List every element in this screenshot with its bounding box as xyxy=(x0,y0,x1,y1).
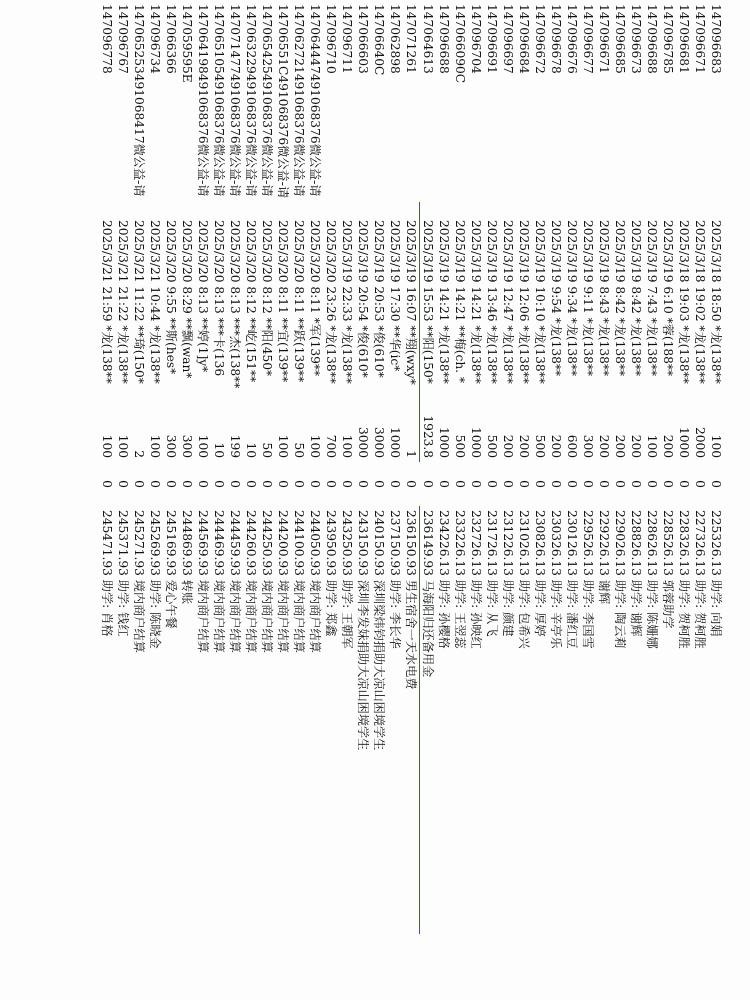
transaction-id-cell: 14706510​5491068376微公益-请 xyxy=(212,4,226,197)
ledger-row xyxy=(468,0,484,934)
balance-note-cell: 230326.13 助学: 辛亭乐 xyxy=(549,510,563,649)
ledger-row xyxy=(676,0,692,934)
datetime-payer-cell: 2025/3/19 9:11 *龙(138** xyxy=(581,220,595,377)
datetime-payer-cell: 2025/3/19 16:07 **翔(wxy* xyxy=(404,220,418,385)
amount-cell: 300 xyxy=(581,434,595,459)
ledger-row xyxy=(195,0,211,934)
ledger-row xyxy=(708,0,724,934)
amount-cell: 100 xyxy=(308,434,322,459)
datetime-payer-cell: 2025/3/19 20:53 *俊(610* xyxy=(372,220,386,378)
debit-cell: 0 xyxy=(549,480,563,488)
debit-cell: 0 xyxy=(597,480,611,488)
datetime-payer-cell: 2025/3/19 12:06 *龙(138** xyxy=(517,220,531,384)
debit-cell: 0 xyxy=(629,480,643,488)
datetime-payer-cell: 2025/3/19 6:10 *蓉(188** xyxy=(661,220,675,377)
debit-cell: 0 xyxy=(228,480,242,488)
balance-note-cell: 244569.93 境内商户结算 xyxy=(196,510,210,653)
transaction-id-cell: 14709667​3 xyxy=(629,4,643,74)
balance-note-cell: 245471.93 助学: 肖格 xyxy=(100,510,114,637)
balance-note-cell: 244100.93 境内商户结算 xyxy=(292,510,306,653)
datetime-payer-cell: 2025/3/21 21:22 *龙(138** xyxy=(116,220,130,384)
transaction-id-cell: 14709667​8 xyxy=(549,4,563,74)
transaction-id-cell: 14706444​7491068376微公益-请 xyxy=(308,4,322,197)
datetime-payer-cell: 2025/3/21 11:22 **琦(150* xyxy=(132,220,146,384)
datetime-payer-cell: 2025/3/20 8:11 *军(139** xyxy=(308,220,322,377)
donation-ledger-table xyxy=(99,0,724,934)
transaction-id-cell: 14709676​7 xyxy=(116,4,130,74)
datetime-payer-cell: 2025/3/19 12:47 *龙(138** xyxy=(501,220,515,384)
datetime-payer-cell: 2025/3/18 19:03 *龙(138** xyxy=(677,220,691,384)
ledger-row xyxy=(660,0,676,934)
amount-cell: 500 xyxy=(485,434,499,459)
debit-cell: 0 xyxy=(517,480,531,488)
ledger-row xyxy=(275,0,291,934)
datetime-payer-cell: 2025/3/19 14:21 *龙(138** xyxy=(437,220,451,384)
balance-note-cell: 230826.13 助学: 厚婷 xyxy=(533,510,547,637)
datetime-payer-cell: 2025/3/19 13:46 *龙(138** xyxy=(485,220,499,384)
transaction-id-cell: 14706609​0C xyxy=(453,4,467,84)
balance-note-cell: 245269.93 助学: 陈晓金 xyxy=(148,510,162,649)
balance-note-cell: 244459.93 境内商户结算 xyxy=(228,510,242,653)
amount-cell: 1000 xyxy=(677,426,691,459)
transaction-id-cell: 14709668​8 xyxy=(437,4,451,74)
ledger-row xyxy=(596,0,612,934)
transaction-id-cell: 14709668​5 xyxy=(613,4,627,74)
datetime-payer-cell: 2025/3/19 9:34 *龙(138** xyxy=(565,220,579,377)
balance-note-cell: 244869.93 转账 xyxy=(180,510,194,605)
rotated-ledger xyxy=(24,0,724,1000)
balance-note-cell: 243150.93 深圳李发妹捐助大凉山困境学生 xyxy=(356,510,370,751)
transaction-id-cell: 14709667​6 xyxy=(565,4,579,74)
balance-note-cell: 244200.93 境内商户结算 xyxy=(276,510,290,653)
debit-cell: 0 xyxy=(420,480,435,488)
debit-cell: 0 xyxy=(260,480,274,488)
debit-cell: 0 xyxy=(404,480,419,488)
debit-cell: 0 xyxy=(308,480,322,488)
balance-note-cell: 227326.13 助学: 贺柯胜 xyxy=(693,510,707,649)
debit-cell: 0 xyxy=(501,480,515,488)
datetime-payer-cell: 2025/3/18 18:50 *龙(138** xyxy=(709,220,723,384)
transaction-id-cell: 14706419​8491068376微公益-请 xyxy=(196,4,210,197)
ledger-row xyxy=(179,0,195,934)
datetime-payer-cell: 2025/3/18 19:02 *龙(138** xyxy=(693,220,707,384)
balance-note-cell: 236149.93 马海阳归还备用金 xyxy=(420,506,437,934)
balance-note-cell: 229226.13 谢辉 xyxy=(597,510,611,605)
ledger-row xyxy=(452,0,468,934)
debit-cell: 0 xyxy=(693,480,707,488)
balance-note-cell: 228326.13 助学: 贺柯胜 xyxy=(677,510,691,649)
transaction-id-cell: 14709668​8 xyxy=(645,4,659,74)
transaction-id-cell: 14709668​1 xyxy=(677,4,691,74)
ledger-row xyxy=(131,0,147,934)
amount-cell: 50 xyxy=(260,442,274,459)
amount-cell: 1923.8 xyxy=(420,402,437,462)
transaction-id-cell: 14707147​7491068376微公益-请 xyxy=(228,4,242,197)
debit-cell: 0 xyxy=(372,480,386,488)
datetime-payer-cell: 2025/3/19 17:30 **华(ic* xyxy=(388,220,402,372)
ledger-row xyxy=(99,0,115,934)
balance-note-cell: 243250.93 助学: 王朝军 xyxy=(340,510,354,649)
ledger-row xyxy=(163,0,179,934)
ledger-row xyxy=(564,0,580,934)
debit-cell: 0 xyxy=(340,480,354,488)
amount-cell: 300 xyxy=(180,434,194,459)
ledger-row xyxy=(227,0,243,934)
amount-cell: 1000 xyxy=(388,426,402,459)
ledger-row xyxy=(259,0,275,934)
balance-note-cell: 244050.93 境内商户结算 xyxy=(308,510,322,653)
balance-note-cell: 228526.13 郭蓉助学 xyxy=(661,510,675,629)
debit-cell: 0 xyxy=(212,480,226,488)
amount-cell: 3000 xyxy=(356,426,370,459)
ledger-row xyxy=(644,0,660,934)
ledger-row xyxy=(339,0,355,934)
amount-cell: 100 xyxy=(645,434,659,459)
amount-cell: 10 xyxy=(244,442,258,459)
debit-cell: 0 xyxy=(613,480,627,488)
amount-cell: 100 xyxy=(340,434,354,459)
ledger-row xyxy=(323,0,339,934)
balance-note-cell: 244250.93 境内商户结算 xyxy=(260,510,274,653)
transaction-id-cell: 14709668​4 xyxy=(517,4,531,74)
debit-cell: 0 xyxy=(148,480,162,488)
ledger-row xyxy=(436,0,452,934)
transaction-id-cell: 14709669​7 xyxy=(501,4,515,74)
balance-note-cell: 245271.93 境内商户结算 xyxy=(132,510,146,653)
balance-note-cell: 234226.13 助学: 孙樱格 xyxy=(437,510,451,649)
balance-note-cell: 229526.13 助学: 李国雪 xyxy=(581,510,595,649)
datetime-payer-cell: 2025/3/19 20:54 *俊(610* xyxy=(356,220,370,378)
datetime-payer-cell: 2025/3/20 8:29 **飘(wan* xyxy=(180,220,194,379)
debit-cell: 0 xyxy=(437,480,451,488)
transaction-id-cell: 14707126​1 xyxy=(404,4,419,74)
ledger-row xyxy=(307,0,323,934)
transaction-id-cell: 14709667​7 xyxy=(581,4,595,74)
amount-cell: 300 xyxy=(164,434,178,459)
datetime-payer-cell: 2025/3/20 8:12 **屹(151** xyxy=(244,220,258,383)
ledger-row xyxy=(291,0,307,934)
amount-cell: 200 xyxy=(517,434,531,459)
debit-cell: 0 xyxy=(677,480,691,488)
transaction-id-cell: 14709671​0 xyxy=(324,4,338,74)
amount-cell: 1 xyxy=(404,450,418,459)
amount-cell: 100 xyxy=(276,434,290,459)
ledger-row xyxy=(403,0,420,934)
debit-cell: 0 xyxy=(164,480,178,488)
datetime-payer-cell: 2025/3/20 8:13 **婷(1]y* xyxy=(196,220,210,373)
ledger-row xyxy=(580,0,596,934)
datetime-payer-cell: 2025/3/20 8:13 ***卡(136 xyxy=(212,220,226,377)
transaction-id-cell: 14706551​C491068376微公益-请 xyxy=(276,4,290,199)
transaction-id-cell: 14706660​3 xyxy=(356,4,370,74)
balance-note-cell: 231226.13 助学: 颜建 xyxy=(501,510,515,637)
balance-note-cell: 228626.13 助学: 陈姗娜 xyxy=(645,510,659,649)
transaction-id-cell: 14706636​6 xyxy=(164,4,178,74)
debit-cell: 0 xyxy=(581,480,595,488)
debit-cell: 0 xyxy=(533,480,547,488)
datetime-payer-cell: 2025/3/19 8:42 *龙(138** xyxy=(613,220,627,377)
amount-cell: 200 xyxy=(549,434,563,459)
balance-note-cell: 240150.93 深圳梁炜钧捐助大凉山困境学生 xyxy=(372,510,386,751)
amount-cell: 2000 xyxy=(693,426,707,459)
ledger-row xyxy=(371,0,387,934)
transaction-id-cell: 14709668​3 xyxy=(709,4,723,74)
debit-cell: 0 xyxy=(661,480,675,488)
transaction-id-cell: 14706542​5491068376微公益-请 xyxy=(260,4,274,197)
debit-cell: 0 xyxy=(469,480,483,488)
amount-cell: 3000 xyxy=(372,426,386,459)
datetime-payer-cell: 2025/3/21 10:44 *龙(138** xyxy=(148,220,162,384)
ledger-row xyxy=(692,0,708,934)
datetime-payer-cell: 2025/3/20 8:12 **阳(450* xyxy=(260,220,274,377)
datetime-payer-cell: 2025/3/19 15:53 **阳(150* xyxy=(420,202,437,402)
balance-note-cell: 233226.13 助学: 王翌蕊 xyxy=(453,510,467,649)
balance-note-cell: 225326.13 助学: 向娟 xyxy=(709,510,723,637)
balance-note-cell: 229026.13 助学: 陶云莉 xyxy=(613,510,627,649)
ledger-row xyxy=(387,0,403,934)
balance-note-cell: 245371.93 助学: 钱红 xyxy=(116,510,130,637)
amount-cell: 600 xyxy=(565,434,579,459)
balance-note-cell: 237150.93 助学: 李长华 xyxy=(388,510,402,649)
debit-cell: 0 xyxy=(709,480,723,488)
ledger-row xyxy=(211,0,227,934)
debit-cell: 0 xyxy=(453,480,467,488)
ledger-row xyxy=(612,0,628,934)
ledger-row xyxy=(548,0,564,934)
amount-cell: 200 xyxy=(501,434,515,459)
amount-cell: 100 xyxy=(116,434,130,459)
amount-cell: 2 xyxy=(132,450,146,459)
amount-cell: 1000 xyxy=(469,426,483,459)
amount-cell: 100 xyxy=(100,434,114,459)
debit-cell: 0 xyxy=(565,480,579,488)
transaction-id-cell: 14709667​1 xyxy=(597,4,611,74)
transaction-id-cell: 14706289​8 xyxy=(388,4,402,74)
transaction-id-cell: 14706322​9491068376微公益-请 xyxy=(244,4,258,197)
balance-note-cell: 231026.13 助学: 包希兴 xyxy=(517,510,531,649)
debit-cell: 0 xyxy=(132,480,146,488)
transaction-id-cell: 14709673​4 xyxy=(148,4,162,74)
ledger-row xyxy=(355,0,371,934)
debit-cell: 0 xyxy=(276,480,290,488)
debit-cell: 0 xyxy=(116,480,130,488)
ledger-row xyxy=(500,0,516,934)
datetime-payer-cell: 2025/3/19 8:43 *龙(138** xyxy=(597,220,611,377)
balance-note-cell: 243950.93 助学: 郑鑫 xyxy=(324,510,338,637)
amount-cell: 10 xyxy=(212,442,226,459)
datetime-payer-cell: 2025/3/19 10:10 *龙(138** xyxy=(533,220,547,384)
ledger-row xyxy=(484,0,500,934)
ledger-row xyxy=(420,0,437,934)
transaction-id-cell: 14705959​5E xyxy=(180,4,194,83)
balance-note-cell: 230126.13 助学: 潘红豆 xyxy=(565,510,579,649)
debit-cell: 0 xyxy=(485,480,499,488)
balance-note-cell: 228826.13 助学: 谢辉 xyxy=(629,510,643,637)
datetime-payer-cell: 2025/3/19 14:21 *龙(138** xyxy=(469,220,483,384)
debit-cell: 0 xyxy=(645,480,659,488)
amount-cell: 200 xyxy=(613,434,627,459)
debit-cell: 0 xyxy=(324,480,338,488)
datetime-payer-cell: 2025/3/20 8:11 **宜(139** xyxy=(276,220,290,383)
amount-cell: 100 xyxy=(196,434,210,459)
balance-note-cell: 244469.93 境内商户结算 xyxy=(212,510,226,653)
datetime-payer-cell: 2025/3/19 22:33 *龙(138** xyxy=(340,220,354,384)
ledger-row xyxy=(516,0,532,934)
datetime-payer-cell: 2025/3/19 7:43 *龙(138** xyxy=(645,220,659,377)
amount-cell: 700 xyxy=(324,434,338,459)
ledger-row xyxy=(147,0,163,934)
amount-cell: 100 xyxy=(148,434,162,459)
ledger-row xyxy=(243,0,259,934)
amount-cell: 1000 xyxy=(437,426,451,459)
debit-cell: 0 xyxy=(100,480,114,488)
amount-cell: 200 xyxy=(629,434,643,459)
datetime-payer-cell: 2025/3/20 9:55 **斯(hes* xyxy=(164,220,178,375)
transaction-id-cell: 14709667​1 xyxy=(693,4,707,74)
transaction-id-cell: 14709667​2 xyxy=(533,4,547,74)
transaction-id-cell: 14709678​5 xyxy=(661,4,675,74)
transaction-id-cell: 14709669​1 xyxy=(485,4,499,74)
transaction-id-cell: 14706272​1491068376微公益-请 xyxy=(292,4,306,197)
amount-cell: 199 xyxy=(228,434,242,459)
amount-cell: 500 xyxy=(453,434,467,459)
amount-cell: 100 xyxy=(709,434,723,459)
amount-cell: 50 xyxy=(292,442,306,459)
ledger-row xyxy=(115,0,131,934)
amount-cell: 200 xyxy=(661,434,675,459)
debit-cell: 0 xyxy=(180,480,194,488)
datetime-payer-cell: 2025/3/19 9:54 *龙(138** xyxy=(549,220,563,377)
ledger-row xyxy=(628,0,644,934)
datetime-payer-cell: 2025/3/21 21:59 *龙(138** xyxy=(100,220,114,384)
balance-note-cell: 244260.93 境内商户结算 xyxy=(244,510,258,653)
balance-note-cell: 245169.93 爱心午餐 xyxy=(164,510,178,629)
datetime-payer-cell: 2025/3/19 14:21 **梅(ch. * xyxy=(453,220,467,384)
debit-cell: 0 xyxy=(244,480,258,488)
balance-note-cell: 231726.13 助学: 从飞 xyxy=(485,510,499,637)
debit-cell: 0 xyxy=(388,480,402,488)
transaction-id-cell: 14709670​4 xyxy=(469,4,483,74)
transaction-id-cell: 14709671​1 xyxy=(340,4,354,74)
transaction-id-cell: 14709677​8 xyxy=(100,4,114,74)
ledger-row xyxy=(532,0,548,934)
amount-cell: 200 xyxy=(597,434,611,459)
datetime-payer-cell: 2025/3/20 23:26 *龙(138** xyxy=(324,220,338,384)
transaction-id-cell: 14706461​3 xyxy=(420,4,435,74)
amount-cell: 500 xyxy=(533,434,547,459)
datetime-payer-cell: 2025/3/20 8:13 ***杰(138** xyxy=(228,220,242,389)
datetime-payer-cell: 2025/3/19 8:42 *龙(138** xyxy=(629,220,643,377)
transaction-id-cell: 14706640​C xyxy=(372,4,386,76)
balance-note-cell: 236150.93 男生宿舍一天水电费 xyxy=(404,510,418,690)
debit-cell: 0 xyxy=(356,480,370,488)
debit-cell: 0 xyxy=(196,480,210,488)
datetime-payer-cell: 2025/3/20 8:11 **跃(139** xyxy=(292,220,306,383)
debit-cell: 0 xyxy=(292,480,306,488)
transaction-id-cell: 14706525​3491068417微公益-请 xyxy=(132,4,146,197)
balance-note-cell: 232726.13 助学: 孙映红 xyxy=(469,510,483,649)
